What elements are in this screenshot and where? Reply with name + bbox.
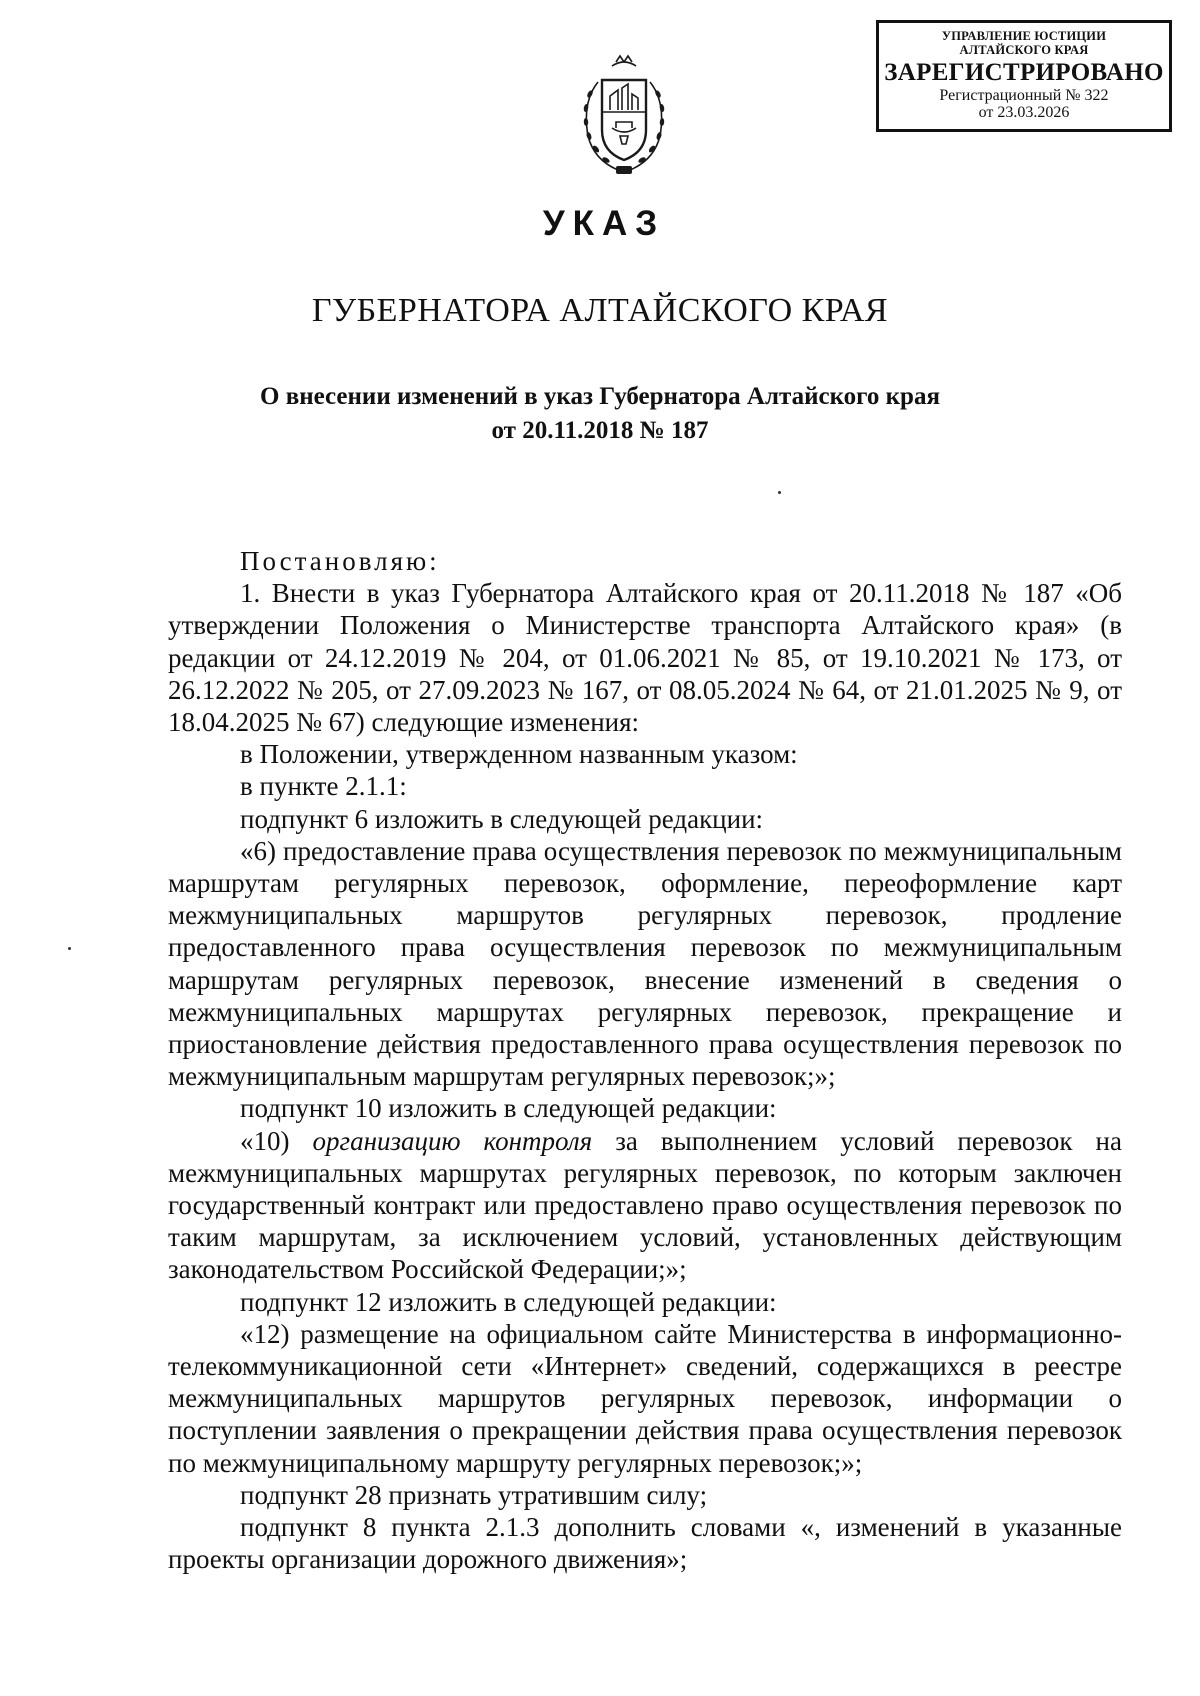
stamp-org-line2: АЛТАЙСКОГО КРАЯ bbox=[959, 42, 1089, 57]
subclause-6-intro: подпункт 6 изложить в следующей редакции: bbox=[240, 803, 764, 834]
subclause-10-text bbox=[168, 1125, 1122, 1286]
stamp-status: ЗАРЕГИСТРИРОВАНО bbox=[884, 58, 1164, 86]
in-regulation-paragraph: в Положении, утвержденном названным указом: bbox=[240, 739, 798, 770]
document-title bbox=[0, 380, 1200, 448]
issuer-title: ГУБЕРНАТОРА АЛТАЙСКОГО КРАЯ bbox=[311, 292, 889, 329]
document-body bbox=[168, 545, 1122, 1576]
stamp-reg-number: Регистрационный № 322 bbox=[939, 86, 1109, 104]
subclause-8-paragraph: подпункт 8 пункта 2.1.3 дополнить словами «, изменений в указанные проекты организации дорожного движения»; bbox=[168, 1512, 1122, 1575]
subclause-28-paragraph: подпункт 28 признать утратившим силу; bbox=[240, 1479, 708, 1510]
scan-speck bbox=[778, 491, 781, 494]
subclause-12-intro: подпункт 12 изложить в следующей редакции: bbox=[240, 1286, 777, 1317]
subclause-10-rest: за выполнением условий перевозок на межмуниципальных маршрутах регулярных перевозок, по которым заключен государственный контракт или предоставлено право осуществления перевозок по таким маршрутам, за исключением условий, установленных действующим законодательством Российской Федерации;»; bbox=[168, 1125, 1122, 1285]
subclause-10-prefix: «10) bbox=[240, 1125, 313, 1156]
registration-stamp bbox=[876, 20, 1172, 132]
in-clause-paragraph: в пункте 2.1.1: bbox=[240, 771, 407, 802]
stamp-org-line1: УПРАВЛЕНИЕ ЮСТИЦИИ bbox=[941, 29, 1107, 44]
document-title-line2: от 20.11.2018 № 187 bbox=[491, 417, 709, 444]
item-1-paragraph: 1. Внести в указ Губернатора Алтайского края от 20.11.2018 № 187 «Об утверждении Положения о Министерстве транспорта Алтайского края» (в редакции от 24.12.2019 № 204, от 01.06.2021 № 85, от 19.10.2021 № 173, от 26.12.2022 № 205, от 27.09.2023 № 167, от 08.05.2024 № 64, от 21.01.2025 № 9, от 18.04.2025 № 67) следующие изменения: bbox=[168, 578, 1122, 738]
decree-word: Постановляю: bbox=[240, 546, 440, 576]
subclause-10-intro: подпункт 10 изложить в следующей редакции: bbox=[240, 1093, 777, 1124]
altai-krai-coat-of-arms-icon bbox=[572, 52, 676, 180]
document-type: УКАЗ bbox=[542, 204, 666, 243]
subclause-12-text: «12) размещение на официальном сайте Министерства в информационно-телекоммуникационной сети «Интернет» сведений, содержащихся в реестре межмуниципальных маршрутов регулярных перевозок, информации о поступлении заявления о прекращении действия права осуществления перевозок по межмуниципальному маршруту регулярных перевозок;»; bbox=[168, 1318, 1122, 1478]
subclause-10-italic: организацию контроля bbox=[312, 1125, 593, 1156]
document-title-line1: О внесении изменений в указ Губернатора Алтайского края bbox=[260, 383, 940, 410]
scan-speck bbox=[68, 947, 71, 950]
subclause-6-text: «6) предоставление права осуществления перевозок по межмуниципальным маршрутам регулярных перевозок, оформление, переоформление карт межмуниципальных маршрутов регулярных перевозок, продление предоставленного права осуществления перевозок по межмуниципальным маршрутам регулярных перевозок, внесение изменений в сведения о межмуниципальных маршрутах регулярных перевозок, прекращение и приостановление действия предоставленного права осуществления перевозок по межмуниципальным маршрутам регулярных перевозок;»; bbox=[168, 835, 1122, 1092]
stamp-reg-date: от 23.03.2026 bbox=[978, 103, 1070, 121]
